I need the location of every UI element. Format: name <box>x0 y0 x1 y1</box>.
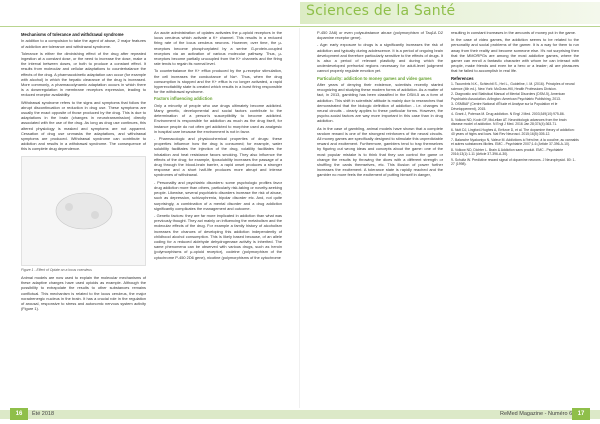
paragraph: Tolerance is either the diminishing effect of the drug after repeated ingestion at a constant dose, or the need to increase the dose, make a the interval between doses, or both to produce a constant effect. It results from molecular and cellular adaptations to counterbalance the effects of the drug. A pharmacokinetic adaptation can occur (for example with alcohol) in which the hepatic clearance of the drug is increased. More commonly, a pharmacodynamic adaptation occurs in which there is a downregulation in membrane receptors expression, leading to reduced receptor availability. <box>21 50 146 98</box>
figure-caption: Figure 1 - Effect of Opiate on a locus coeruleus <box>21 267 92 272</box>
paragraph: - Age: early exposure to drugs is a significantly increases the risk of addiction and typically during adolescence. It is a period of ongoing brain development and therefore particularly sensitive to the effects of drugs. It is also a period of relevant plasticity and during which the underdeveloped prefrontal regions necessary for adult-level judgment cannot properly regulate emotion yet. <box>317 42 443 74</box>
paragraph: In addition to a compulsion to take the agent of abuse, 2 major features of addiction are tolerance and withdrawal syndrome. <box>21 38 146 49</box>
paragraph: After years of denying their existence, scientists recently started recognizing and studying these modern forms of addiction. As a matter of fact, in 2013, gambling has been classified in the DSM-5 as a form of addiction. This shift in scientists' attitude is mainly due to researches that demonstrated that the biologic definition of addiction - i.e. changes in neural circuits - clearly applies to these particular forms. However, the psycho-social factors are way more important in this case than in drug addiction. <box>317 82 443 124</box>
column-2 <box>154 30 282 262</box>
footer-issue-date: Été 2018 <box>32 411 55 417</box>
neuron-diagram-icon <box>29 163 139 259</box>
paragraph: To counterbalance the K+ efflux produced by the μ-receptor stimulation, the cell increases the conductance of Na+. Thus, when the drug consumption is stopped and the K+ efflux is no longer activated, a rapid hyperexcitability state is created which results in a burst firing responsible for the withdrawal syndrome. <box>154 68 282 95</box>
reference-item: 9- Schultz W. Predictive reward signal of dopamine neurons. J Neurophysiol. 80: 1-27 (1998). <box>451 157 576 167</box>
footer-magazine-name: ReMed Magazine - Numéro 6 <box>500 411 573 417</box>
paragraph: Only a minority of people who use drugs ultimately become addicted. Many genetic, developmental and social factors contribute to the determination of a person's susceptibility to become addicted. Environment is responsible for addiction as much as the drug itself, for instance people do not often get addicted to morphine used as analgesic in hospital care because the environment is not in favor. <box>154 102 282 134</box>
reference-item: 7- Balanche Nyakoniyo N, Valeur M. Addictions à l'héroïne, à la cocaïne, au cannabis et autres substances illicites. EMC - Psychiatrie 2007;1-6 (Article 37-396-A-10). <box>451 137 579 147</box>
reference-item: 8- Volkow ND, Dichter L. Brain & Addiction sans produit. EMC - Psychiatrie 2016;13(1):1-11 (Article 37-396-A-30). <box>451 147 564 157</box>
heading-factors: Factors influencing addiction <box>154 96 213 102</box>
paragraph: Animal models are now used to explain the molecular mechanisms of these adaptive changes have used opioids as example. Although the possibility to extrapolate the results to other substances remains conflictual. This mechanism is related to the locus ceruleus, the major noradrenergic nucleus in the brain. It has a crucial role in the regulation of arousal, responsive to stress and autonomic nervous system activity (Figure 1). <box>21 275 146 312</box>
reference-item: 1- Tsoumbris N.K., Schiechtl S., Hel L., Guideline, I. M. (2016). Principles of neural science (4th ed.). New York: McGraw-Hill, Health Professions Division. <box>451 82 575 91</box>
reference-item: 4- Grant J, Potenza M. Drug addiction. N Engl J Med. 2003;349(10):975-86. <box>451 112 565 117</box>
reference-item: 3- OSMBAF (Centre National d'Étude et Analyse sur la Population et le Développement), 2015. <box>451 102 558 111</box>
heading-tolerance: Mechanisms of tolerance and withdrawal syndrome <box>21 32 124 37</box>
paragraph: An acute administration of opiates activates the μ-opioid receptors in the locus ceruleus which activate a K+ channel. This results in a reduced firing rate of the locus ceruleus neurons. However, over time, the μ-receptors become phosphorylated by a serine G-protein-coupled receptors via an activation of various molecular pathway. Thus, μ-receptors become partially uncoupled from the K+ channels and the firing rate tends to regain its normal level. <box>154 30 282 67</box>
figure-1 <box>21 156 146 266</box>
heading-particularity: Particularity: addiction to money games and video games <box>317 75 432 81</box>
references-heading: References <box>451 75 474 81</box>
column-3 <box>317 30 443 180</box>
column-4 <box>451 30 579 168</box>
paragraph: Withdrawal syndrome refers to the signs and symptoms that follow the abrupt discontinuation or reduction in drug use. These symptoms are usually the exact opposite of those produced by the drug. This is due to adaptations in the brain (changes in neurotransmission) directly associated with the use of the drug. As long as drug use continues, this altered physiology is masked and symptoms are not apparent. Cessation of drug use unmasks the adaptations, and withdrawal symptoms are produced. Withdrawal syndrome can contribute to addiction and results in a withdrawal syndrome. The consequence of this is complete drug dependence. <box>21 99 146 152</box>
paragraph: In the case of video games, the addiction seems to be related to the personality and social problems of the gamer. It is a way for them to run away from their reality and become someone else. It's not surprising then that the MMORPGs are among the most addictive games, where the gamer can enroll a fantastic character with whom he can interact with people, make friends and even be a hero or a leader; all are pleasures that he failed to accomplish in real life. <box>451 37 579 74</box>
paragraph: resulting in constant increases in the amounts of money put in the game. <box>451 30 577 35</box>
reference-item: 5- Volkow ND, Koob GF, McLellan AT. Neurobiologic advances from the brain disease model of addiction. N Engl J Med. 2016 Jan 28;374(4):363-71. <box>451 117 567 127</box>
paragraph: As in the case of gambling, animal models have shown that a complete random reward is one of the strongest reinforcers of the neural circuits. All money games are specifically designed to stimulate this unpredictable reward and excitement. Furthermore, gamblers tend to trap themselves by figuring out wrong ideas and concepts about the game: one of the most popular mistake is to think that they can control the game or change the results by throwing the dices with a different strength or shuffling the cards themselves, etc. This illusion of power further increases the excitement. A tolerance state is rapidly reached and the gambler no more feels the excitement of putting himself in danger, <box>317 125 443 178</box>
section-title: Sciences de la Santé <box>306 3 456 19</box>
page-gutter <box>299 28 300 408</box>
page-number-right: 17 <box>572 408 590 420</box>
references-list <box>451 82 579 167</box>
reference-item: 6- Nutt DJ, Lingford-Hughes A, Erritzoe D, et al. The dopamine theory of addiction: 40 years of highs and lows. Nat Rev Neurosci. 2015;16(5):305-12. <box>451 127 575 137</box>
column-1 <box>21 30 146 314</box>
paragraph: P-450 2A6) or even polysubstance abuse (polymorphism of Taq1A D2 dopamine receptor gene). <box>317 30 443 41</box>
page-number-left: 16 <box>10 408 28 420</box>
header-left <box>0 0 300 28</box>
header-rule <box>0 26 600 27</box>
reference-item: 2- Diagnostic and Statistical Manual of Mental Disorders (DSM-5), American Psychiatric Association. Arlington: American Psychiatric Publishing, 2013. <box>451 92 566 101</box>
paragraph: - Personality and psychiatric disorders: some psychologic profiles favor drug addiction more than others, particularly risk-taking or novelty-seeking people. Likewise, several psychiatric disorders increase the risk of abuse, such as depression, schizophrenia, bipolar disorder etc. And, not quite surprisingly, a combination of a mental disorder and a drug addiction significantly complicates the management and outcome. <box>154 179 282 211</box>
paragraph: - Genetic factors: they are far more implicated in addiction than what was previously thought. They act mainly on influencing the metabolism and the molecular effects of the drug. For example a family history of alcoholism increases the chances of developing this addiction independently of childhood alcohol consumption. This is likely based because, of an allele coding for a reduced aldehyde dehydrogenase activity is inherited. The same phenomena can be observed with various drugs, such as heroin (polymorphisms of μ-opioid receptor), codeine (polymorphism of the cytochrome P-450 2D6 gene), nicotine (polymorphisms of the cytochrome <box>154 212 282 260</box>
paragraph: - Pharmacologic and physicochemical properties of drugs: these properties influence how the drug is consumed; for example, water solubility facilitates the injection of the drug, volatility facilitates the inhalation and heat resistance favors smoking. They also influence the effects of the drug; for example, liposolubility increases the passage of a drug through the blood-brain barrier, a rapid onset produces a stronger response and a short half-life produces more abrupt and intense syndromes of withdrawal. <box>154 136 282 178</box>
header-band <box>0 0 600 28</box>
